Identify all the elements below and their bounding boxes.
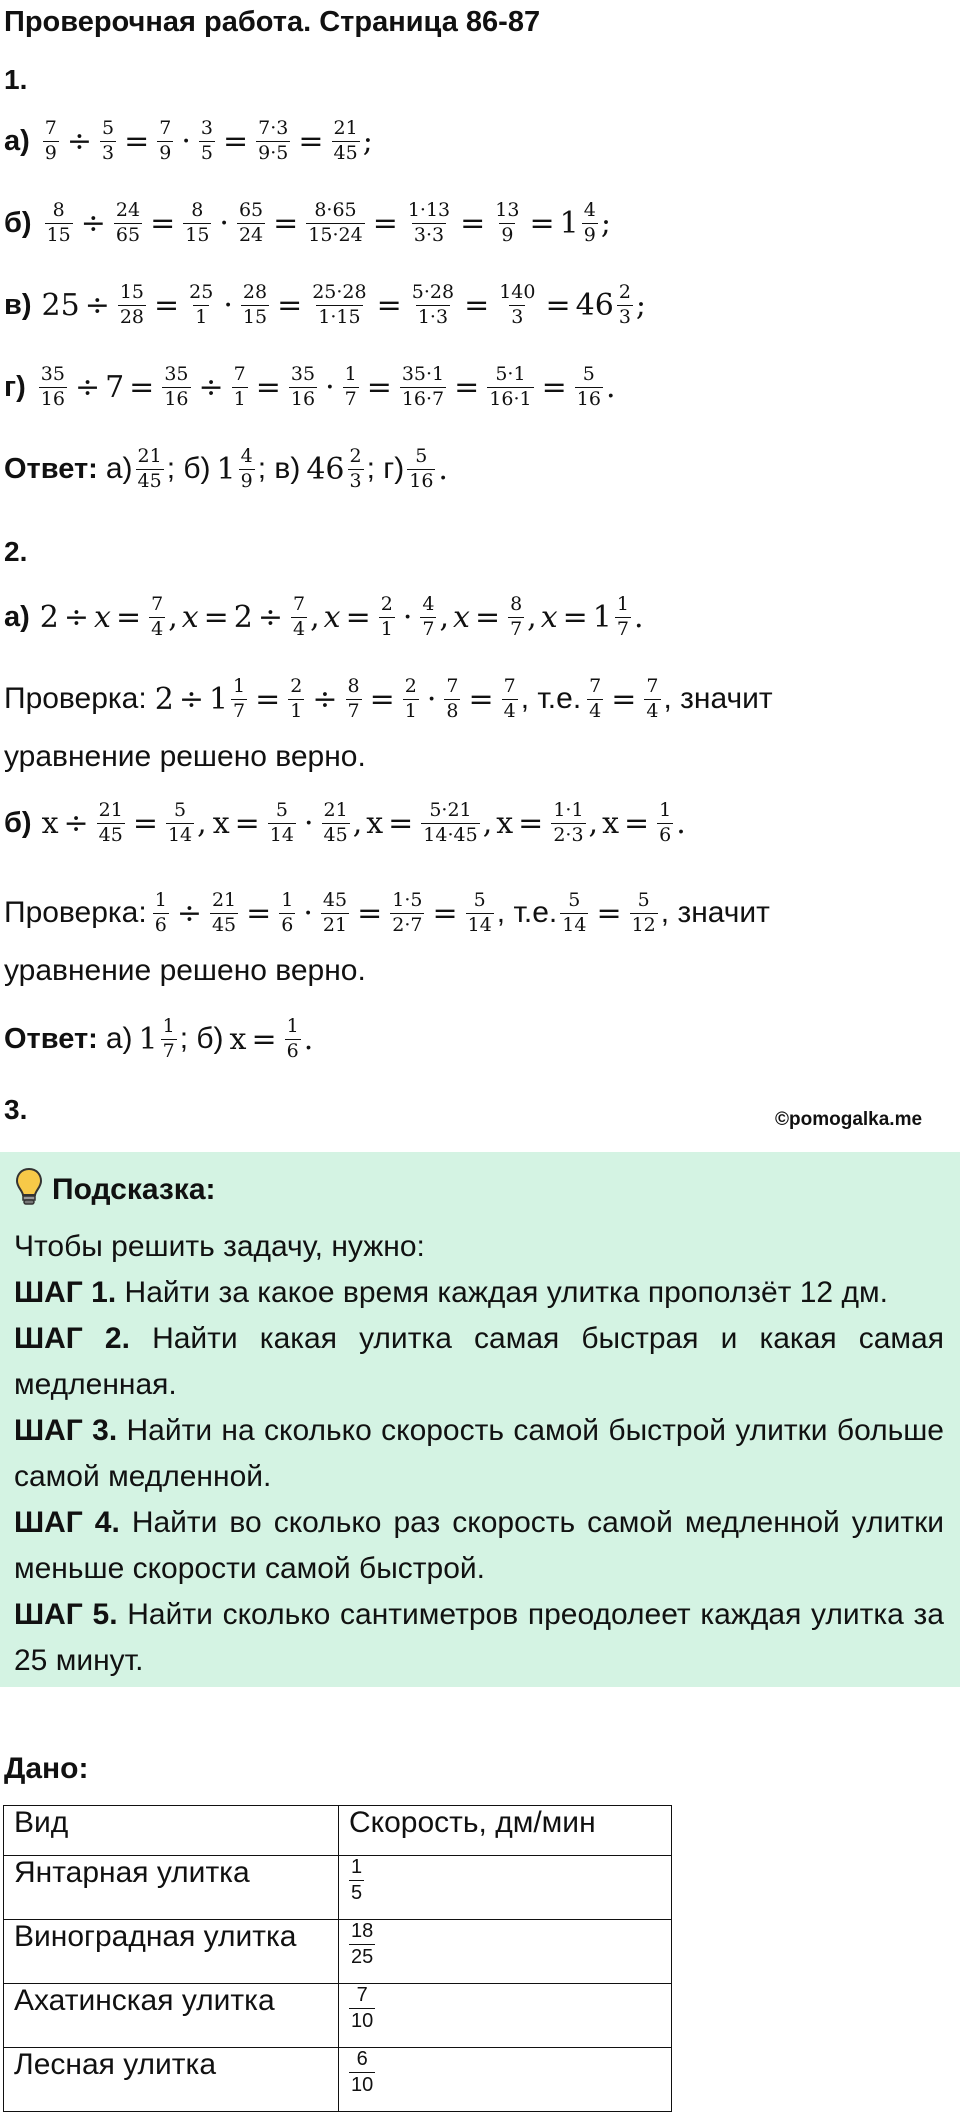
header-speed: Скорость, дм/мин	[339, 1806, 672, 1856]
task-2-answer: Ответ: а) 1 $\frac{1}{7}$ ; б) x = $\frac{1}{6}$ .	[4, 1015, 314, 1062]
task-2a-line: а) 2 ÷ x = $\frac{7}{4}$ , x = 2 ÷ $\frac{7}{4}$ , x = $\frac{2}{1}$ · $\frac{4}{7}$ , x = $\frac{8}{7}$ , x = 1 $\frac{1}{7}$ .	[4, 593, 644, 640]
task-1a-line: а) $\frac{7}{9}$ ÷ $\frac{5}{3}$ = $\frac{7}{9}$ · $\frac{3}{5}$ = $\frac{7\cdot 3}{9\cdot 5}$ = $\frac{21}{45}$ ;	[4, 117, 373, 164]
hint-step-2: ШАГ 2. Найти какая улитка самая быстрая и какая самая медленная.	[14, 1322, 944, 1401]
table-row: Янтарная улитка $\frac{1}{5}$	[4, 1856, 672, 1920]
table-header-row	[4, 1806, 672, 1856]
task-1-number: 1.	[4, 64, 28, 95]
task-2a-verdict: уравнение решено верно.	[4, 740, 366, 773]
hint-step-5: ШАГ 5. Найти сколько сантиметров преодолеет каждая улитка за 25 минут.	[14, 1598, 944, 1677]
table-row: Лесная улитка $\frac{6}{10}$	[4, 2048, 672, 2112]
answer-label: Ответ:	[4, 452, 98, 485]
task-3-number: 3.	[4, 1094, 28, 1125]
given-table	[3, 1805, 672, 2112]
task-2-number: 2.	[4, 536, 28, 567]
task-1g-line: г) $\frac{35}{16}$ ÷ 7 = $\frac{35}{16}$ ÷ $\frac{7}{1}$ = $\frac{35}{16}$ · $\frac{1}{7}$ = $\frac{35\cdot 1}{16\cdot 7}$ = $\frac{5\cdot 1}{16\cdot 1}$ = $\frac{5}{16}$ .	[4, 363, 616, 410]
header-kind: Вид	[4, 1806, 339, 1856]
table-row: Виноградная улитка $\frac{18}{25}$	[4, 1920, 672, 1984]
page-title: Проверочная работа. Страница 86-87	[4, 6, 541, 38]
task-1-answer: Ответ: а) $\frac{21}{45}$ ; б) 1 $\frac{4}{9}$ ; в) 46 $\frac{2}{3}$ ; г) $\frac{5}{16}$ .	[4, 445, 448, 492]
task-1v-line: в) 25 ÷ $\frac{15}{28}$ = $\frac{25}{1}$ · $\frac{28}{15}$ = $\frac{25\cdot 28}{1\cdot 15}$ = $\frac{5\cdot 28}{1\cdot 3}$ = $\frac{140}{3}$ = 46 $\frac{2}{3}$ ;	[4, 281, 647, 328]
hint-step-1: ШАГ 1. Найти за какое время каждая улитка проползёт 12 дм.	[14, 1276, 888, 1309]
lightbulb-icon	[14, 1166, 44, 1214]
hint-step-4: ШАГ 4. Найти во сколько раз скорость самой медленной улитки меньше скорости самой быстрой.	[14, 1506, 944, 1585]
label-b: б)	[4, 206, 32, 239]
hint-intro: Чтобы решить задачу, нужно:	[14, 1230, 425, 1263]
task-1b-line: б) $\frac{8}{15}$ ÷ $\frac{24}{65}$ = $\frac{8}{15}$ · $\frac{65}{24}$ = $\frac{8\cdot 65}{15\cdot 24}$ = $\frac{1\cdot 13}{3\cdot 3}$ = $\frac{13}{9}$ = 1 $\frac{4}{9}$ ;	[4, 199, 611, 246]
hint-step-3: ШАГ 3. Найти на сколько скорость самой быстрой улитки больше самой медленной.	[14, 1414, 944, 1493]
hint-title: Подсказка:	[14, 1166, 216, 1214]
label-g: г)	[4, 370, 26, 403]
watermark: ©pomogalka.me	[775, 1109, 923, 1130]
label-v: в)	[4, 288, 32, 321]
task-2a-check: Проверка: 2 ÷ 1 $\frac{1}{7}$ = $\frac{2}{1}$ ÷ $\frac{8}{7}$ = $\frac{2}{1}$ · $\frac{7}{8}$ = $\frac{7}{4}$ , т.е. $\frac{7}{4}$ = $\frac{7}{4}$ , значит	[4, 675, 773, 722]
task-2b-check: Проверка: $\frac{1}{6}$ ÷ $\frac{21}{45}$ = $\frac{1}{6}$ · $\frac{45}{21}$ = $\frac{1\cdot 5}{2\cdot 7}$ = $\frac{5}{14}$ , т.е. $\frac{5}{14}$ = $\frac{5}{12}$ , значит	[4, 889, 770, 936]
task-2b-line: б) x ÷ $\frac{21}{45}$ = $\frac{5}{14}$ , x = $\frac{5}{14}$ · $\frac{21}{45}$ , x = $\frac{5\cdot 21}{14\cdot 45}$ , x = $\frac{1\cdot 1}{2\cdot 3}$ , x = $\frac{1}{6}$ .	[4, 799, 686, 846]
given-label: Дано:	[4, 1752, 89, 1785]
label-a: а)	[4, 124, 30, 157]
task-2b-verdict: уравнение решено верно.	[4, 954, 366, 987]
hint-box	[0, 1152, 960, 1687]
table-row: Ахатинская улитка $\frac{7}{10}$	[4, 1984, 672, 2048]
